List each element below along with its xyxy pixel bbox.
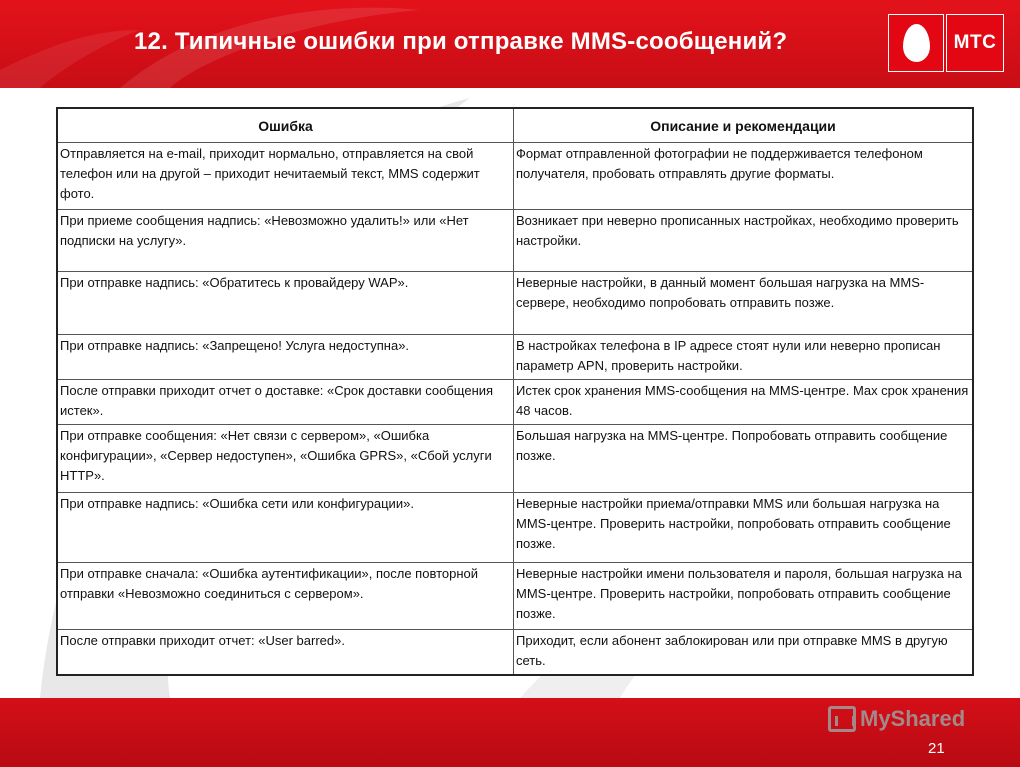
table-row bbox=[57, 380, 973, 425]
presentation-icon bbox=[828, 706, 856, 732]
error-cell: При отправке надпись: «Ошибка сети или конфигурации». bbox=[57, 493, 514, 563]
errors-table bbox=[56, 107, 974, 676]
column-header-error: Ошибка bbox=[57, 108, 514, 143]
error-cell: При отправке сообщения: «Нет связи с сервером», «Ошибка конфигурации», «Сервер недоступен», «Ошибка GPRS», «Сбой услуги HTTP». bbox=[57, 425, 514, 493]
error-cell: При приеме сообщения надпись: «Невозможно удалить!» или «Нет подписки на услугу». bbox=[57, 210, 514, 272]
table-row bbox=[57, 272, 973, 335]
page-number: 21 bbox=[928, 740, 945, 757]
mts-logo-text: МТС bbox=[946, 14, 1004, 72]
table-row bbox=[57, 563, 973, 630]
error-cell: При отправке надпись: «Запрещено! Услуга недоступна». bbox=[57, 335, 514, 380]
table-row bbox=[57, 210, 973, 272]
table-row bbox=[57, 630, 973, 676]
description-cell: Истек срок хранения MMS-сообщения на MMS-центре. Max срок хранения 48 часов. bbox=[514, 380, 974, 425]
error-cell: При отправке надпись: «Обратитесь к провайдеру WAP». bbox=[57, 272, 514, 335]
watermark-text: MyShared bbox=[860, 706, 966, 731]
page-title: 12. Типичные ошибки при отправке MMS-сообщений? bbox=[134, 28, 788, 55]
description-cell: Большая нагрузка на MMS-центре. Попробовать отправить сообщение позже. bbox=[514, 425, 974, 493]
description-cell: Возникает при неверно прописанных настройках, необходимо проверить настройки. bbox=[514, 210, 974, 272]
error-cell: После отправки приходит отчет: «User barred». bbox=[57, 630, 514, 676]
table-row bbox=[57, 335, 973, 380]
table-row bbox=[57, 493, 973, 563]
description-cell: Формат отправленной фотографии не поддерживается телефоном получателя, пробовать отправлять другие форматы. bbox=[514, 143, 974, 210]
description-cell: Неверные настройки, в данный момент большая нагрузка на MMS-сервере, необходимо попробовать отправить позже. bbox=[514, 272, 974, 335]
mts-egg-icon bbox=[888, 14, 944, 72]
watermark bbox=[828, 706, 965, 732]
description-cell: В настройках телефона в IP адресе стоят нули или неверно прописан параметр APN, проверить настройки. bbox=[514, 335, 974, 380]
error-cell: Отправляется на e-mail, приходит нормально, отправляется на свой телефон или на другой – приходит нечитаемый текст, MMS содержит фото. bbox=[57, 143, 514, 210]
error-cell: После отправки приходит отчет о доставке: «Срок доставки сообщения истек». bbox=[57, 380, 514, 425]
description-cell: Неверные настройки имени пользователя и пароля, большая нагрузка на MMS-центре. Проверить настройки, попробовать отправить сообщение позже. bbox=[514, 563, 974, 630]
table-row bbox=[57, 143, 973, 210]
table-header-row bbox=[57, 108, 973, 143]
table-row bbox=[57, 425, 973, 493]
description-cell: Приходит, если абонент заблокирован или при отправке MMS в другую сеть. bbox=[514, 630, 974, 676]
description-cell: Неверные настройки приема/отправки MMS или большая нагрузка на MMS-центре. Проверить настройки, попробовать отправить сообщение позже. bbox=[514, 493, 974, 563]
header-bar bbox=[0, 0, 1020, 88]
error-cell: При отправке сначала: «Ошибка аутентификации», после повторной отправки «Невозможно соединиться с сервером». bbox=[57, 563, 514, 630]
mts-logo bbox=[888, 14, 1004, 72]
column-header-description: Описание и рекомендации bbox=[514, 108, 974, 143]
